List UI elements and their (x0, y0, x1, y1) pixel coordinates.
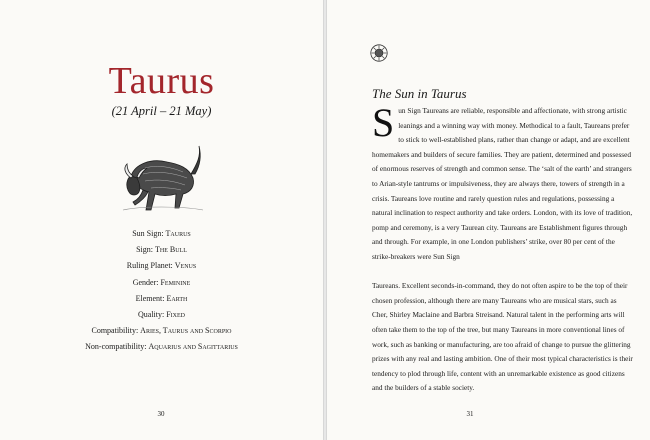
drop-cap: S (372, 100, 395, 145)
section-heading: The Sun in Taurus (372, 86, 467, 101)
fact-quality: Quality: Fixed (138, 310, 185, 320)
fact-element: Element: Earth (135, 293, 188, 303)
fact-sign: Sign: The Bull (136, 245, 187, 255)
left-page (0, 0, 323, 440)
paragraph-2: Taureans. Excellent seconds-in-command, they do not often aspire to be the top of their chosen profession, although there are many Taureans who are musical stars, such as Cher, Shirley Maclaine and Barbra Streisand. Natural talent in the performing arts will often take them to the top of the tree, but many Taureans in more conventional lines of work, such as banking or manufacturing, are too afraid of change to pursue the glittering prizes with any real and lasting ambition. One of their most typical characteristics is their tendency to plod through life, content with an unremarkable existence as good citizens and the builders of a stable society. (372, 281, 633, 393)
page-number-right: 31 (466, 410, 474, 418)
fact-compatibility: Compatibility: Aries, Taurus and Scorpio (91, 326, 232, 336)
sun-emblem-icon (370, 44, 388, 62)
fact-sun-sign: Sun Sign: Taurus (132, 229, 191, 238)
sign-title: Taurus (108, 60, 215, 102)
page-number-left: 30 (157, 410, 165, 418)
sign-dates: (21 April – 21 May) (111, 104, 212, 118)
paragraph-1: Sun Sign Taureans are reliable, responsible and affectionate, with strong artistic leanings and a winning way with money. Methodical to a fault, Taureans prefer to stick to well-established plans, rather than change or adapt, and are excellent homemakers and builders of secure families. They are patient, determined and possessed of enormous reserves of strength and common sense. The ‘salt of the earth’ and strangers to Arian-style tantrums or impulsiveness, they are always there, towers of strength in a crisis. Taureans love routine and rarely question rules and regulations, possessing a natural inclination to respect authority and take orders. London, with its love of tradition, pomp and ceremony, is a very Taurean city. Taureans are Establishment figures through and through. For example, in one London publishers’ strike, over 80 per cent of the strike-breakers were Sun Sign (372, 100, 633, 261)
fact-ruling-planet: Ruling Planet: Venus (126, 261, 197, 271)
right-page (327, 0, 650, 440)
sign-facts (0, 226, 323, 356)
body-text (372, 100, 634, 396)
fact-gender: Gender: Feminine (132, 277, 191, 287)
bull-illustration (121, 134, 205, 214)
fact-non-compatibility: Non-compatibility: Aquarius and Sagittarius (85, 342, 238, 352)
